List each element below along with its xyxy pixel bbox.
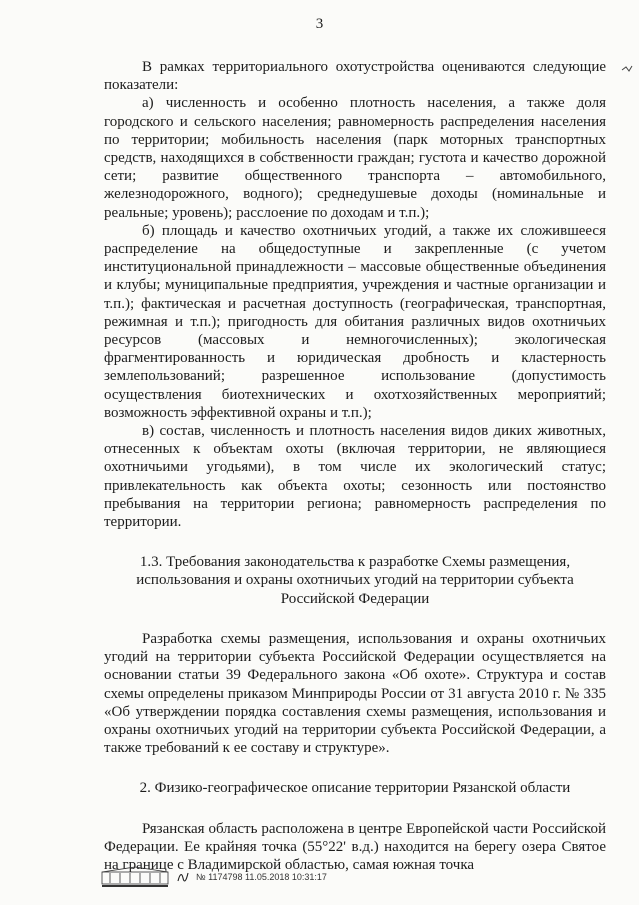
list-item-b: б) площадь и качество охотничьих угодий, а также их сложившееся распределение на общедоступные и закрепленные (с учетом институциональной принадлежности – массовые общественные объединения и клубы; муниципальные предприятия, учреждения и частные организации и т.п.); фактическая и расчетная доступность (географическая, транспортная, режимная и т.п.); пригодность для обитания различных видов охотничьих ресурсов (массовых и немногочисленных); экологическая фрагментированность и юридическая дробность и кластерность землепользований; разрешенное использование (допустимость осуществления биотехнических и охотхозяйственных мероприятий; возможность эффективной охраны и т.п.); — [104, 222, 606, 421]
registration-stamp: № 1174798 11.05.2018 10:31:17 — [196, 872, 327, 882]
spacer — [104, 757, 606, 779]
spacer — [104, 531, 606, 553]
page-number: 3 — [315, 16, 324, 32]
intro-paragraph: В рамках территориального охотустройства оцениваются следующие показатели: — [104, 59, 606, 94]
signature-icon — [176, 870, 190, 884]
list-item-c: в) состав, численность и плотность населения видов диких животных, отнесенных к объектам охоты (включая территории, не являющиеся охотничьими угодьями), в том числе их экологический статус; привлекательность как объекта охоты; сезонность или постоянство пребывания на территории региона; равномерность распределения по территории. — [104, 423, 606, 531]
section-1-3-body: Разработка схемы размещения, использования и охраны охотничьих угодий на территории субъекта Российской Федерации осуществляется на основании статьи 39 Федерального закона «Об охоте». Структура и состав схемы определены приказом Минприроды России от 31 августа 2010 г. № 335 «Об утверждении порядка составления схемы размещения, использования и охраны охотничьих угодий на территории субъекта Российской Федерации, а также требований к ее составу и структуре». — [104, 630, 606, 757]
document-footer — [100, 866, 327, 888]
section-2-body: Рязанская область расположена в центре Европейской части Российской Федерации. Ее крайняя точка (55°22' в.д.) находится на берегу озера Святое на границе с Владимирской областью, самая южная точка — [104, 820, 606, 873]
margin-scribble-icon — [620, 62, 634, 76]
list-item-a: а) численность и особенно плотность населения, а также доля городского и сельского населения; равномерность распределения населения по территории; мобильность населения (парк моторных транспортных средств, находящихся в собственности граждан; густота и качество дорожной сети; развитие общественного транспорта – автомобильного, железнодорожного, водного); среднедушевые доходы (номинальные и реальные; уровень); расслоение по доходам и т.п.); — [104, 95, 606, 221]
spacer — [104, 798, 606, 820]
building-seal-icon — [100, 866, 170, 888]
section-2-heading: 2. Физико-географическое описание территории Рязанской области — [139, 780, 571, 797]
document-body — [104, 58, 606, 874]
spacer — [104, 608, 606, 630]
section-1-3-heading: 1.3. Требования законодательства к разработке Схемы размещения, использования и охраны охотничьих угодий на территории субъекта Российской Федерации — [136, 554, 574, 607]
